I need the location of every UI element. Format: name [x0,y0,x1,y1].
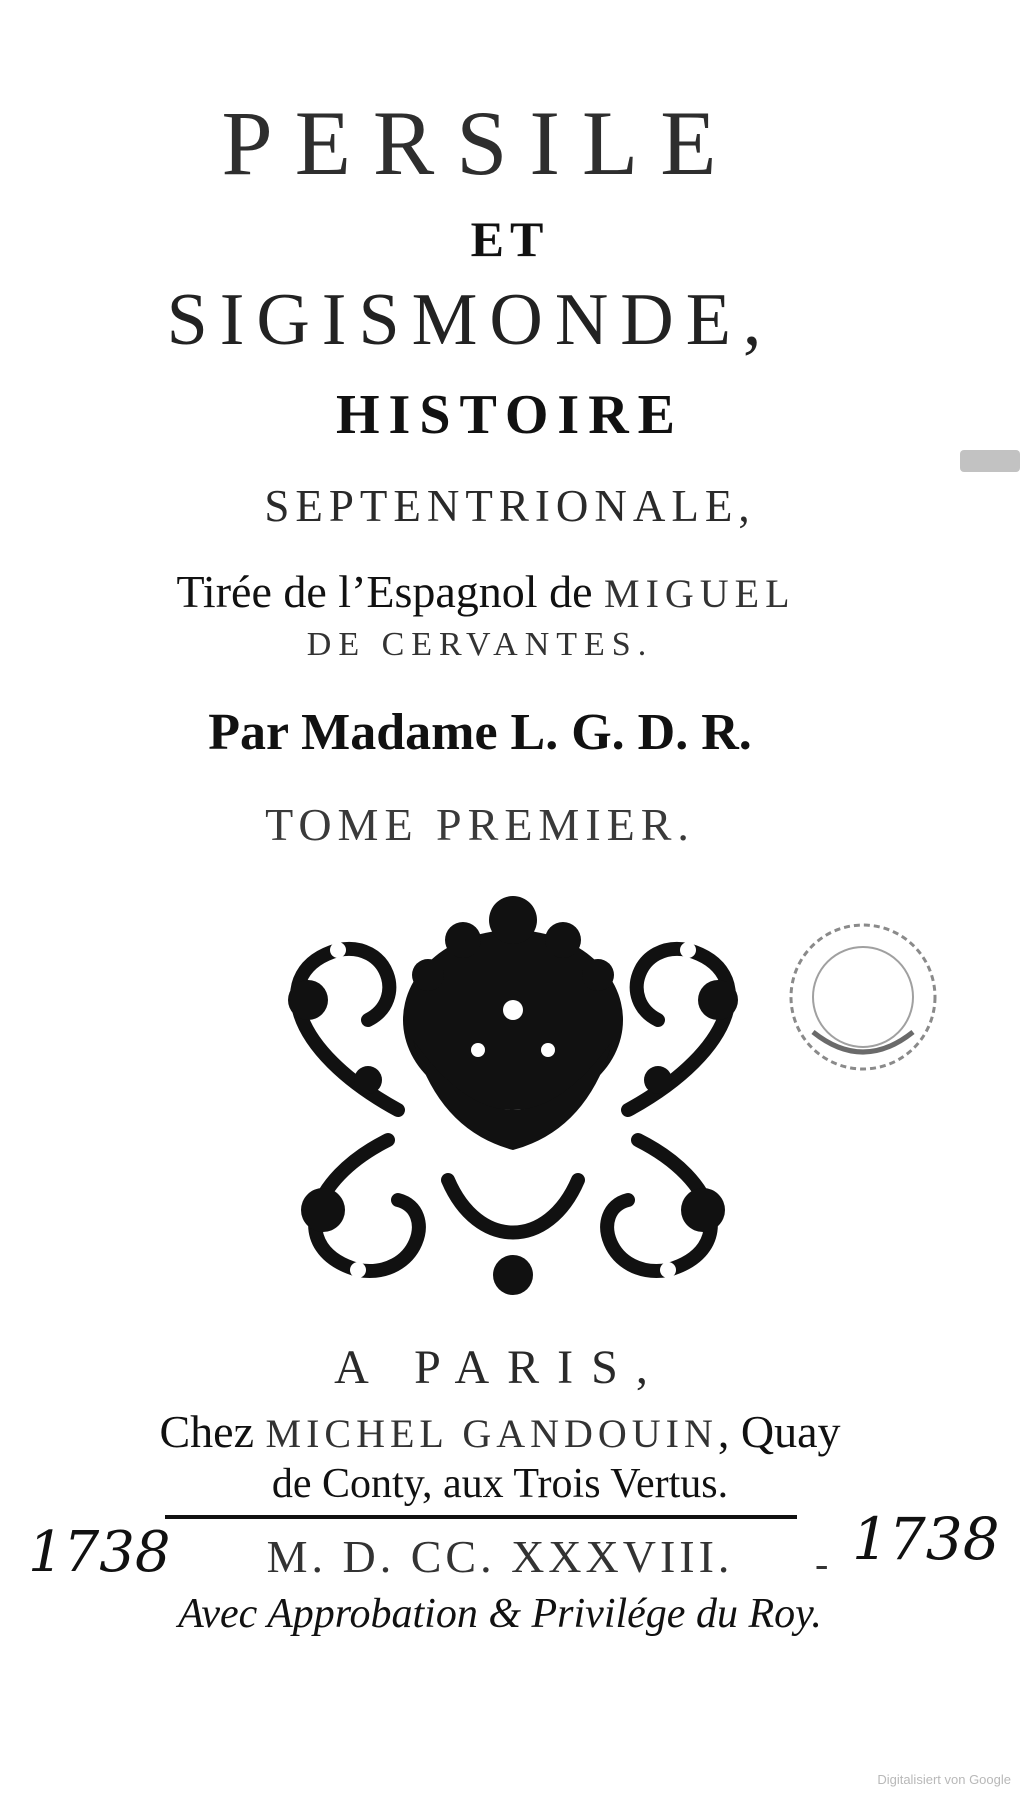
publisher-name: MICHEL GANDOUIN [265,1411,718,1456]
imprint-rule [165,1515,797,1519]
library-stamp-icon [778,912,948,1082]
publisher-tail: , Quay [717,1406,841,1457]
imprint-privilege: Avec Approbation & Privilége du Roy. [178,1591,822,1637]
translator-line: Par Madame L. G. D. R. [208,704,752,761]
digitization-watermark: Digitalisiert von Google [877,1772,1011,1787]
handwritten-year-left: 1738 [28,1520,171,1585]
handwritten-year-right: 1738 [852,1505,1000,1573]
translation-note [86,565,886,618]
conjunction-et: ET [470,211,550,267]
author-first-name: MIGUEL [604,571,796,616]
paper-smudge [960,450,1020,472]
imprint-publisher [90,1405,910,1458]
book-title: PERSILE [221,92,739,194]
translation-lead: Tirée de l’Espagnol de [176,566,593,617]
imprint-city: A PARIS, [334,1341,666,1394]
imprint-address: de Conty, aux Trois Vertus. [271,1461,729,1507]
handwritten-dash: - [815,1541,829,1586]
book-title-second-name: SIGISMONDE, [166,279,774,361]
author-last-name: DE CERVANTES. [306,626,654,663]
publisher-lead: Chez [159,1406,254,1457]
imprint-year: M. D. CC. XXXVIII. [266,1531,734,1582]
volume-line: TOME PREMIER. [265,799,695,850]
floral-basket-ornament-icon [248,880,778,1300]
subtitle-histoire: HISTOIRE [336,384,684,446]
subtitle-septentrionale: SEPTENTRIONALE, [264,481,756,531]
